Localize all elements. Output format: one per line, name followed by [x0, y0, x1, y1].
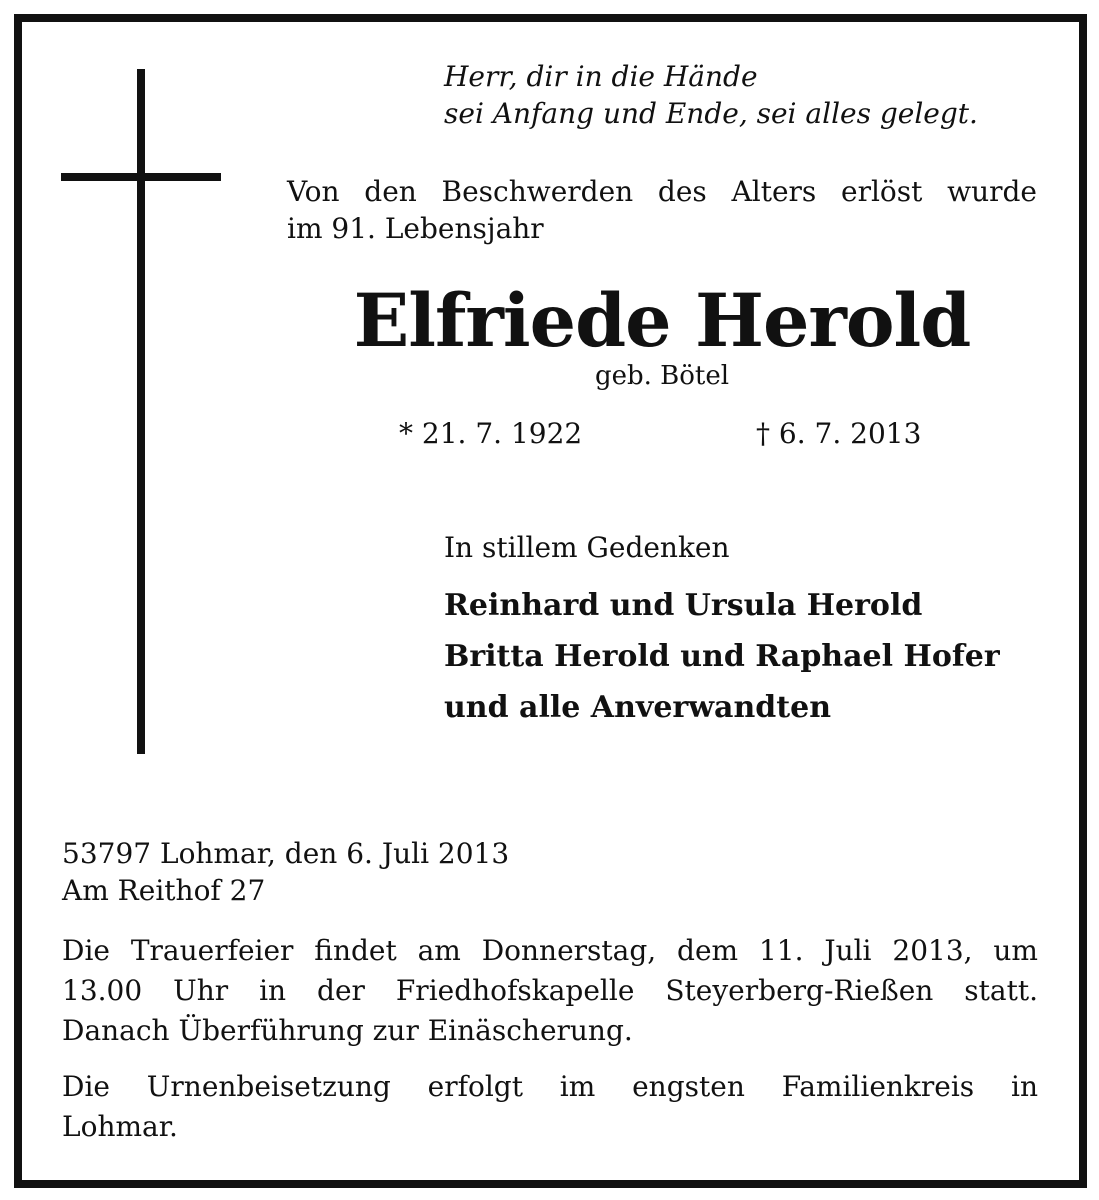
- maiden-name: geb. Bötel: [594, 361, 730, 391]
- bible-verse: [444, 58, 1064, 132]
- verse-line-1: Herr, dir in die Hände: [444, 60, 758, 93]
- urn-burial-text: [62, 1067, 1038, 1147]
- service-line-3: Danach Überführung zur Einäscherung.: [62, 1014, 633, 1047]
- death-date: † 6. 7. 2013: [756, 417, 922, 450]
- address-block: [62, 835, 509, 909]
- cross-icon-horizontal-bar: [61, 173, 221, 181]
- memory-heading: In stillem Gedenken: [444, 531, 730, 564]
- urn-line-1: Die Urnenbeisetzung erfolgt im engsten Familienkreis in: [62, 1070, 1038, 1103]
- mourners-list: [444, 580, 1000, 733]
- address-line-1: 53797 Lohmar, den 6. Juli 2013: [62, 837, 510, 870]
- mourner-line: Reinhard und Ursula Herold: [444, 588, 923, 623]
- intro-line-2: im 91. Lebensjahr: [287, 212, 544, 245]
- deceased-name: Elfriede Herold: [353, 278, 971, 364]
- intro-text: [287, 173, 1037, 247]
- verse-line-2: sei Anfang und Ende, sei alles gelegt.: [444, 97, 978, 130]
- birth-date: * 21. 7. 1922: [399, 417, 583, 450]
- funeral-service-text: [62, 931, 1038, 1051]
- address-line-2: Am Reithof 27: [62, 874, 266, 907]
- mourner-line: und alle Anverwandten: [444, 690, 832, 725]
- service-line-1: Die Trauerfeier findet am Donnerstag, dem 11. Juli 2013, um: [62, 934, 1038, 967]
- cross-icon-vertical-bar: [137, 69, 145, 754]
- mourner-line: Britta Herold und Raphael Hofer: [444, 639, 1000, 674]
- service-line-2: 13.00 Uhr in der Friedhofskapelle Steyerberg-Rießen statt.: [62, 974, 1038, 1007]
- intro-line-1: Von den Beschwerden des Alters erlöst wurde: [287, 175, 1037, 208]
- urn-line-2: Lohmar.: [62, 1110, 178, 1143]
